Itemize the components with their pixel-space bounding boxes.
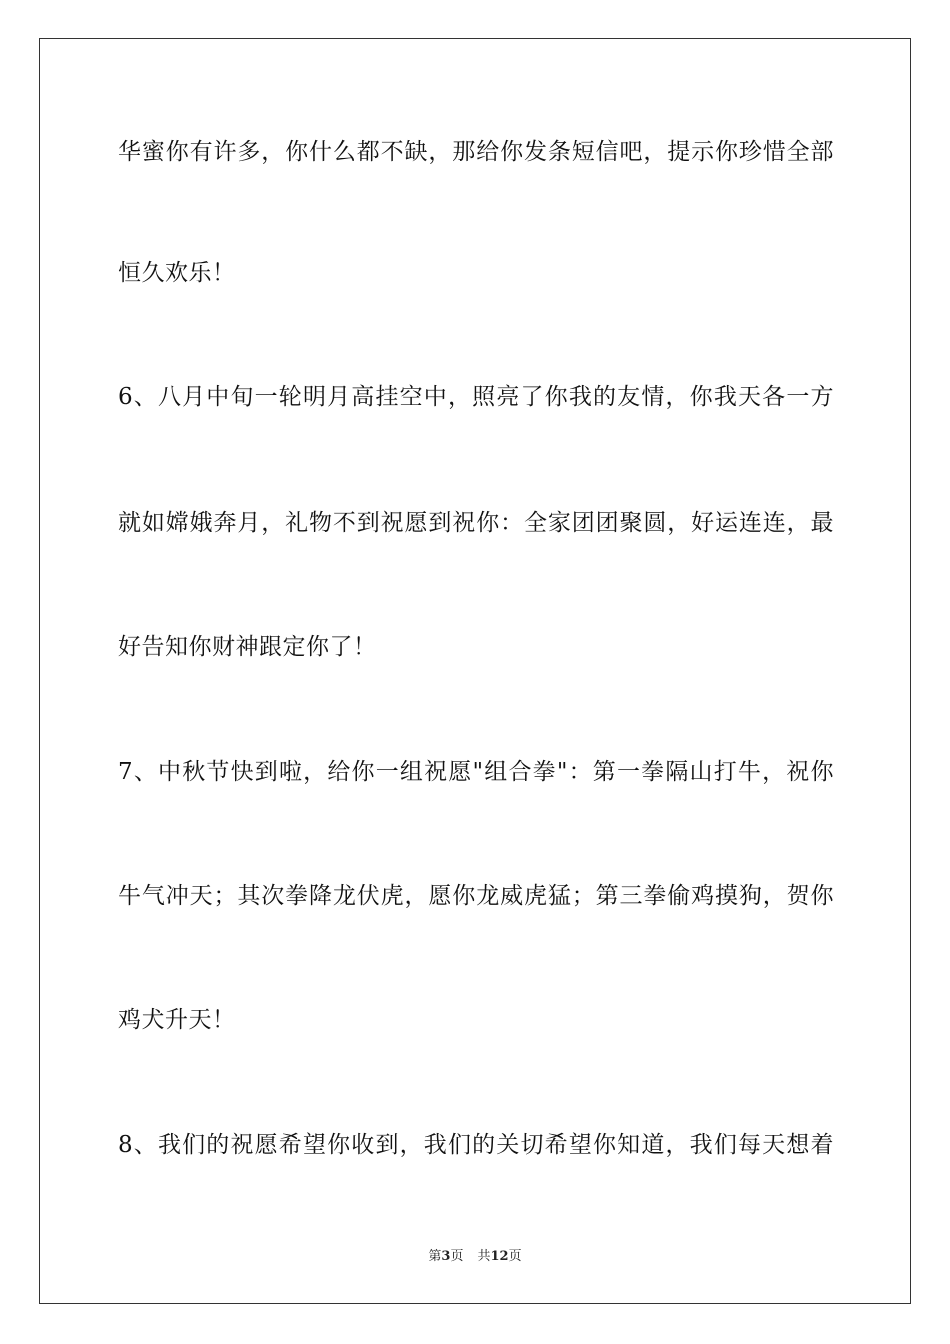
page-border: [39, 38, 911, 1304]
page-footer: [0, 1248, 950, 1266]
total-pages: 12: [490, 1249, 509, 1264]
text-line-4: 就如嫦娥奔月，礼物不到祝愿到祝你：全家团团聚圆，好运连连，最: [118, 510, 834, 536]
text-line-1: 华蜜你有许多，你什么都不缺，那给你发条短信吧，提示你珍惜全部: [118, 139, 834, 165]
page-number: 3: [441, 1249, 451, 1264]
total-prefix: 共: [477, 1249, 491, 1264]
text-line-7: 牛气冲天；其次拳降龙伏虎，愿你龙威虎猛；第三拳偷鸡摸狗，贺你: [118, 883, 834, 909]
total-suffix: 页: [508, 1249, 522, 1264]
page-indicator: [428, 1249, 463, 1264]
text-line-6: 7、中秋节快到啦，给你一组祝愿"组合拳"：第一拳隔山打牛，祝你: [118, 759, 834, 785]
text-line-8: 鸡犬升天！: [118, 1007, 236, 1033]
text-line-9: 8、我们的祝愿希望你收到，我们的关切希望你知道，我们每天想着: [118, 1132, 834, 1158]
total-pages-indicator: [477, 1249, 521, 1264]
text-line-2: 恒久欢乐！: [118, 260, 236, 286]
page-suffix: 页: [450, 1249, 464, 1264]
text-line-3: 6、八月中旬一轮明月高挂空中，照亮了你我的友情，你我天各一方: [118, 384, 834, 410]
text-line-5: 好告知你财神跟定你了！: [118, 634, 377, 660]
page-prefix: 第: [428, 1249, 442, 1264]
